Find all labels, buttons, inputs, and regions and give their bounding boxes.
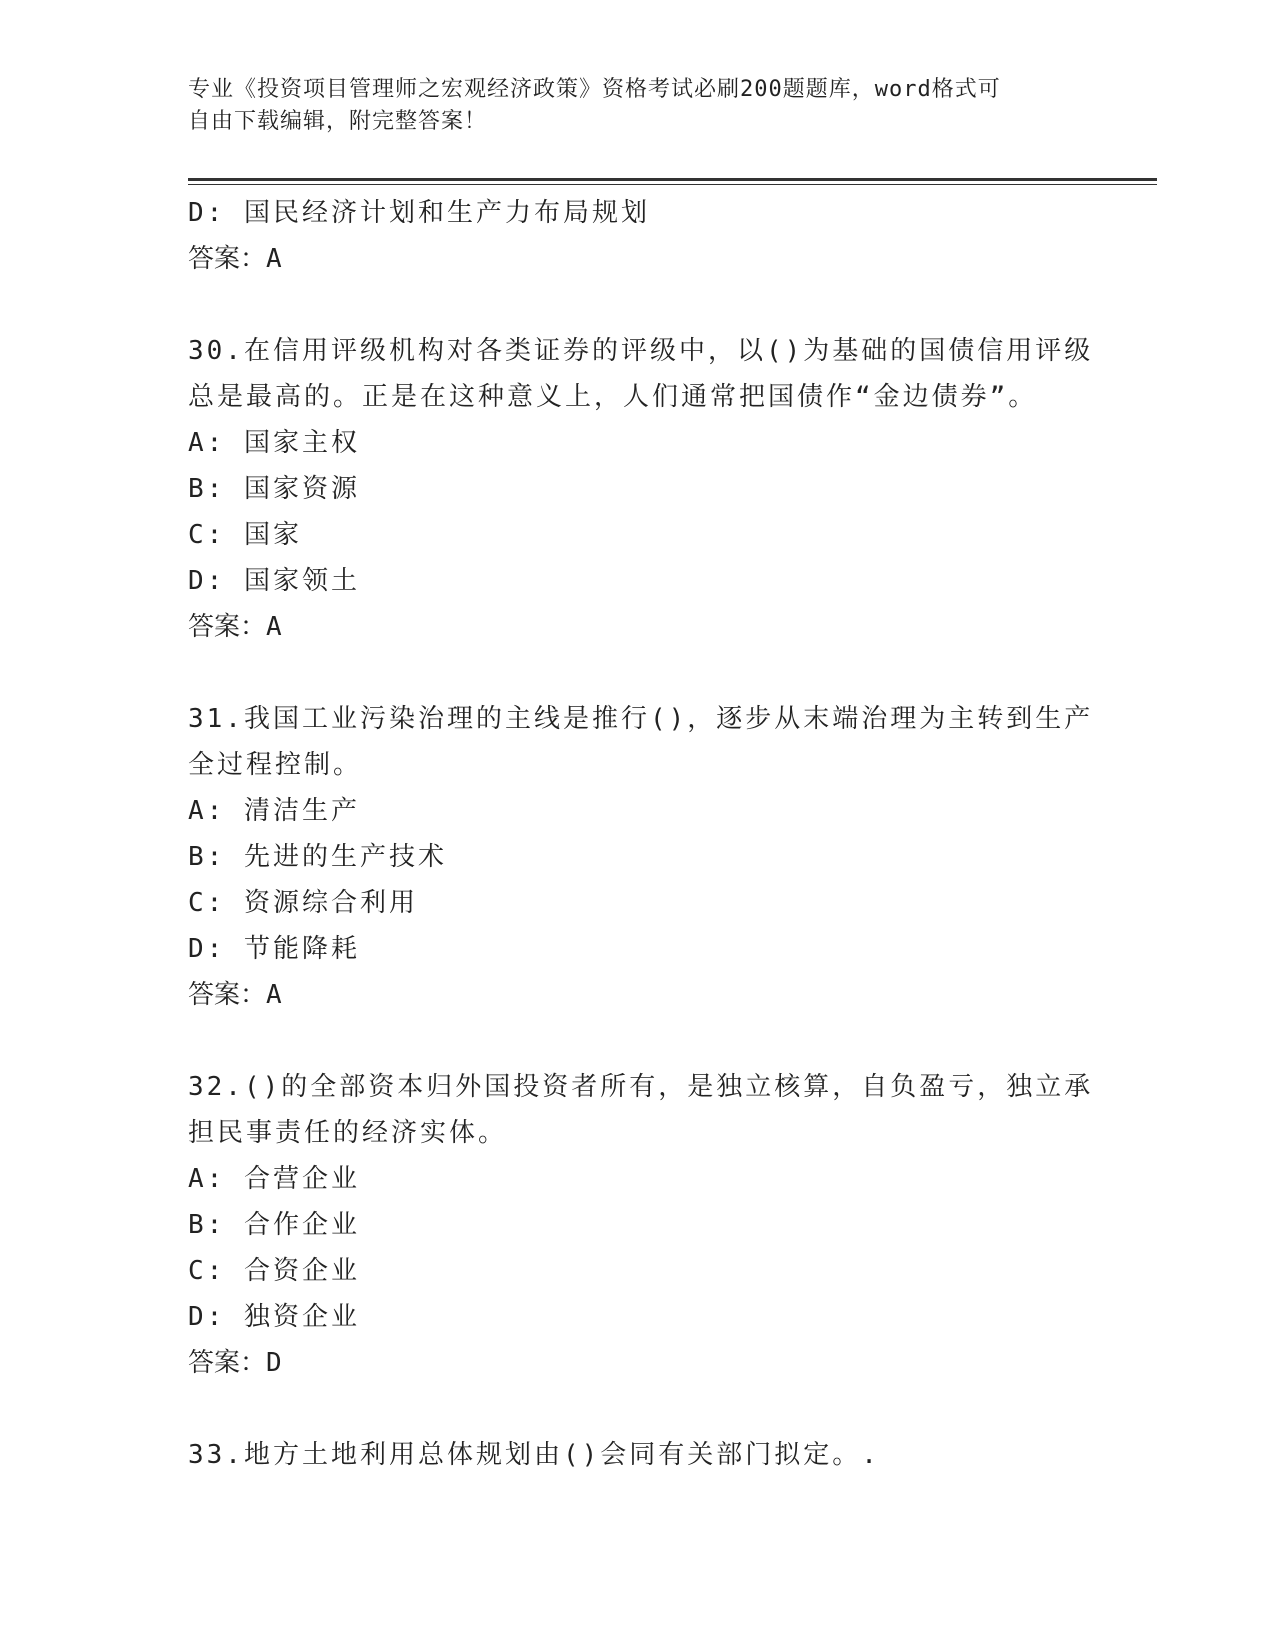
question-31 (188, 696, 1094, 1018)
option-b: B: 先进的生产技术 (188, 842, 447, 872)
question-stem: 33.地方土地利用总体规划由()会同有关部门拟定。. (188, 1440, 880, 1470)
document-header (188, 74, 1088, 138)
header-divider-thick (188, 178, 1157, 181)
answer-line (188, 1340, 1088, 1386)
spacer (188, 1386, 1088, 1432)
answer-value: A (266, 244, 285, 274)
option-b: B: 合作企业 (188, 1210, 360, 1240)
answer-label: 答案： (188, 980, 267, 1010)
spacer (188, 1018, 1088, 1064)
answer-line (188, 972, 1088, 1018)
option-a: A: 清洁生产 (188, 796, 360, 826)
question-content (188, 190, 1094, 1478)
option-d: D: 国民经济计划和生产力布局规划 (188, 198, 650, 228)
question-stem: 32.()的全部资本归外国投资者所有，是独立核算，自负盈亏，独立承 (188, 1072, 1094, 1102)
answer-line (188, 236, 1088, 282)
answer-line (188, 604, 1088, 650)
header-line-1: 专业《投资项目管理师之宏观经济政策》资格考试必刷200题题库，word格式可 (188, 77, 1001, 102)
spacer (188, 282, 1088, 328)
option-c: C: 合资企业 (188, 1256, 360, 1286)
option-d: D: 节能降耗 (188, 934, 360, 964)
header-divider-thin (188, 184, 1157, 185)
question-stem-cont: 总是最高的。正是在这种意义上，人们通常把国债作“金边债券”。 (188, 382, 1038, 412)
option-a: A: 合营企业 (188, 1164, 360, 1194)
answer-label: 答案： (188, 1348, 267, 1378)
answer-label: 答案： (188, 244, 267, 274)
question-33 (188, 1432, 1088, 1478)
question-stem: 31.我国工业污染治理的主线是推行()，逐步从末端治理为主转到生产 (188, 704, 1094, 734)
answer-value: A (266, 980, 285, 1010)
question-30 (188, 328, 1094, 650)
spacer (188, 650, 1088, 696)
answer-value: D (266, 1348, 285, 1378)
question-stem: 30.在信用评级机构对各类证券的评级中，以()为基础的国债信用评级 (188, 336, 1094, 366)
option-c: C: 国家 (188, 520, 302, 550)
option-d: D: 国家领土 (188, 566, 360, 596)
question-stem-cont: 全过程控制。 (188, 750, 363, 780)
question-32 (188, 1064, 1094, 1386)
option-b: B: 国家资源 (188, 474, 360, 504)
answer-label: 答案： (188, 612, 267, 642)
header-line-2: 自由下载编辑，附完整答案！ (188, 109, 488, 134)
question-stem-cont: 担民事责任的经济实体。 (188, 1118, 508, 1148)
option-c: C: 资源综合利用 (188, 888, 418, 918)
answer-value: A (266, 612, 285, 642)
option-a: A: 国家主权 (188, 428, 360, 458)
option-d: D: 独资企业 (188, 1302, 360, 1332)
